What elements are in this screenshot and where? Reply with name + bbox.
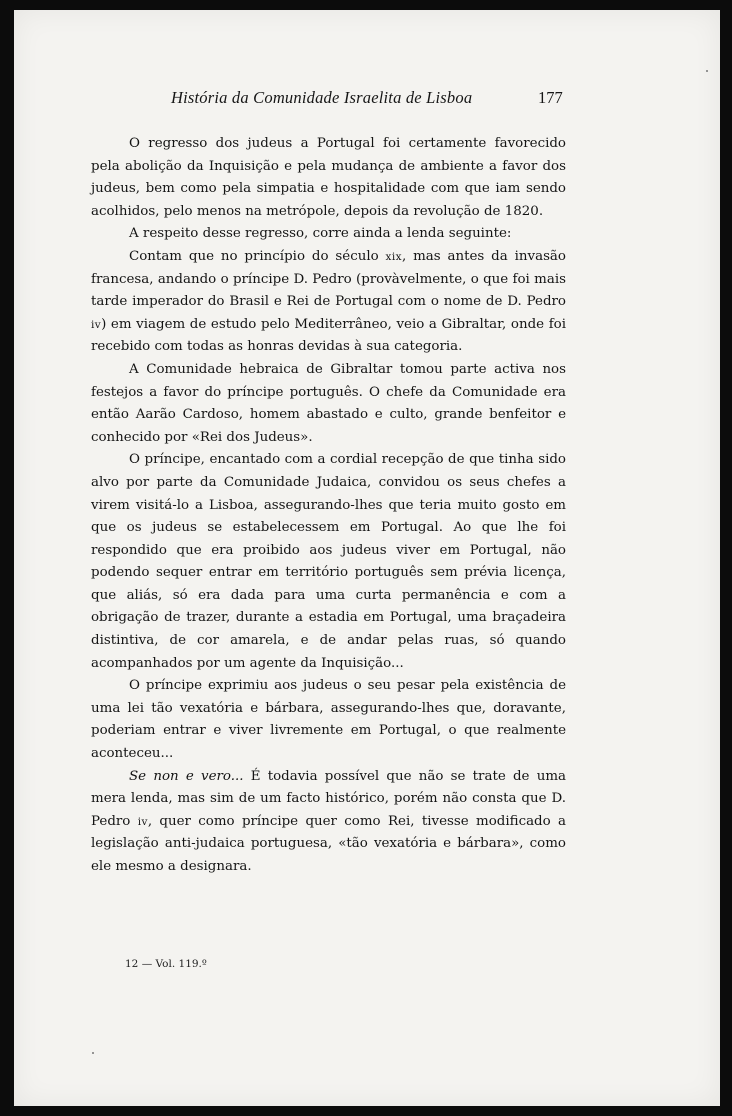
century-numeral: xix	[385, 250, 402, 263]
paragraph-7	[91, 766, 566, 879]
paragraph-4: A Comunidade hebraica de Gibraltar tomou parte activa nos festejos a favor do príncipe português. O chefe da Comunidade era então Aarão Cardoso, homem abastado e culto, grande benfeitor e conhecido por «Rei dos Judeus».	[91, 361, 566, 445]
dust-speck	[92, 1052, 94, 1054]
printer-signature: 12 — Vol. 119.º	[125, 958, 207, 970]
regnal-numeral: iv	[137, 815, 148, 828]
text-segment: É todavia possível que não se trate de uma mera lenda, mas sim de um facto histórico, porém não consta que D. Pedro	[91, 768, 566, 829]
body-text	[91, 133, 566, 879]
running-header	[0, 88, 732, 112]
dust-speck	[706, 70, 708, 72]
page-number: 177	[538, 88, 563, 107]
paragraph-3	[91, 246, 566, 359]
paragraph-6: O príncipe exprimiu aos judeus o seu pesar pela existência de uma lei tão vexatória e bárbara, assegurando-lhes que, doravante, poderiam entrar e viver livremente em Portugal, o que realmente aconteceu...	[91, 678, 566, 762]
paragraph-5: O príncipe, encantado com a cordial recepção de que tinha sido alvo por parte da Comunidade Judaica, convidou os seus chefes a virem visitá-lo a Lisboa, assegurando-lhes que teria muito gosto em que os judeus se estabelecessem em Portugal. Ao que lhe foi respondido que era proibido aos judeus viver em Portugal, não podendo sequer entrar em território português sem prévia licença, que aliás, só era dada para uma curta permanência e com a obrigação de trazer, durante a estadia em Portugal, uma braçadeira distintiva, de cor amarela, e de andar pelas ruas, só quando acompanhados por um agente da Inquisição...	[91, 452, 566, 671]
paragraph-2: A respeito desse regresso, corre ainda a lenda seguinte:	[129, 226, 512, 242]
text-segment: Contam que no princípio do século	[129, 248, 386, 264]
text-segment: , quer como príncipe quer como Rei, tivesse modificado a legislação anti-judaica portuguesa, «tão vexatória e bárbara», como ele mesmo a designara.	[91, 813, 567, 874]
text-segment: , mas antes da invasão francesa, andando o príncipe D. Pedro (provàvelmente, o que foi mais tarde imperador do Brasil e Rei de Portugal com o nome de D. Pedro	[91, 248, 566, 310]
running-title: História da Comunidade Israelita de Lisboa	[171, 88, 473, 107]
regnal-numeral: iv	[91, 318, 102, 331]
italic-phrase: Se non e vero...	[129, 768, 244, 784]
paragraph-1: O regresso dos judeus a Portugal foi certamente favorecido pela abolição da Inquisição e pela mudança de ambiente a favor dos judeus, bem como pela simpatia e hospitalidade com que iam sendo acolhidos, pelo menos na metrópole, depois da revolução de 1820.	[91, 136, 566, 219]
text-segment: ) em viagem de estudo pelo Mediterrâneo, veio a Gibraltar, onde foi recebido com todas as honras devidas à sua categoria.	[91, 316, 566, 355]
